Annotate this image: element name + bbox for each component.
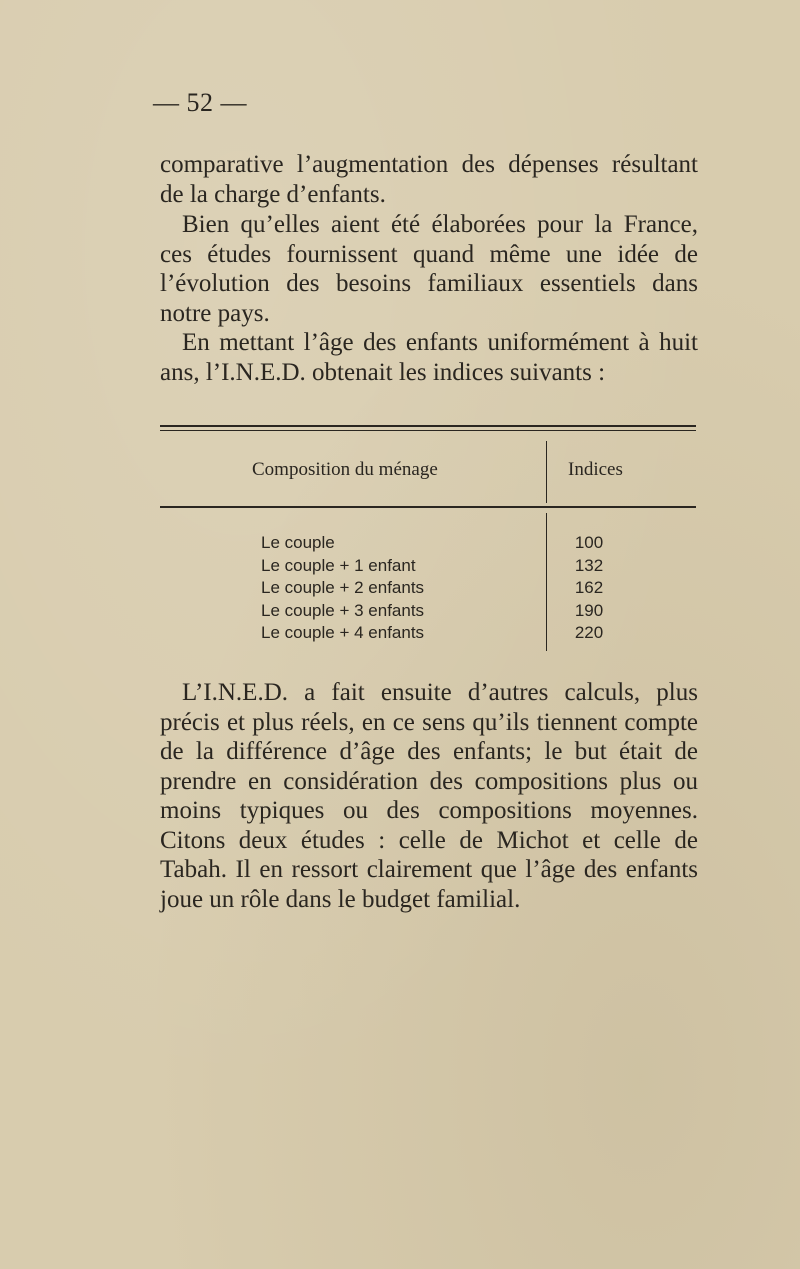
page-number: — 52 — [153,88,247,117]
composition-cell: Le couple + 4 enfants [261,623,425,642]
table-header-divider [546,441,547,503]
table-header-rule [160,506,696,508]
paragraph-continuation: comparative l’augmentation des dépenses résultant de la charge d’enfants. [160,151,698,208]
paragraph-ined-further-calculations: L’I.N.E.D. a fait ensuite d’autres calculs, plus précis et plus réels, en ce sens qu’ils tiennent compte de la différence d’âge des enfants; le but était de prendre en considération des compositions plus ou moins typiques ou des compositions moyennes. Citons deux études : celle de Michot et celle de Tabah. Il en ressort clairement que l’âge des enfants joue un rôle dans le budget familial. [160,679,698,913]
table-body [160,532,696,645]
header-indices: Indices [568,459,623,480]
index-cell: 132 [574,555,604,575]
paragraph-studies-france: Bien qu’elles aient été élaborées pour la France, ces études fournissent quand même une idée de l’évolution des besoins familiaux essentiels dans notre pays. [160,211,698,327]
table-row [160,577,696,600]
paragraph-ined-indices-intro: En mettant l’âge des enfants uniformément à huit ans, l’I.N.E.D. obtenait les indices suivants : [160,329,698,386]
indices-table [160,425,696,655]
table-row [160,600,696,623]
composition-cell: Le couple + 1 enfant [261,555,416,575]
index-cell: 220 [574,623,604,642]
index-cell: 100 [574,533,604,552]
index-cell: 190 [574,600,604,620]
table-top-rule-thin [160,430,696,431]
composition-cell: Le couple + 2 enfants [261,578,425,597]
table-row [160,622,696,645]
index-cell: 162 [574,578,604,597]
composition-cell: Le couple + 3 enfants [261,600,425,620]
composition-cell: Le couple [261,533,335,552]
header-composition: Composition du ménage [252,459,438,480]
table-row [160,555,696,578]
table-top-rule [160,425,696,427]
table-row [160,532,696,555]
